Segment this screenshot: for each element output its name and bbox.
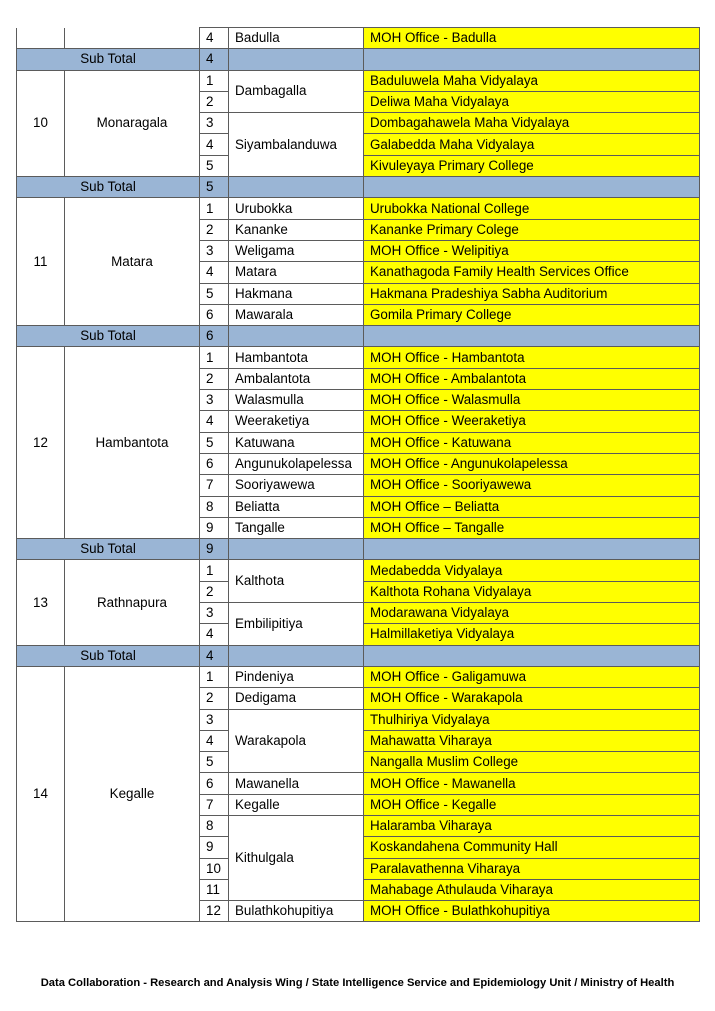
subtotal-count: 6 — [200, 326, 229, 347]
moh-area: Kegalle — [229, 794, 364, 815]
row-index: 9 — [200, 517, 229, 538]
subtotal-label: Sub Total — [17, 645, 200, 666]
table-body — [17, 28, 700, 922]
center-location: MOH Office - Ambalantota — [364, 368, 700, 389]
table-row — [17, 70, 700, 91]
district-no: 10 — [17, 70, 65, 176]
row-index: 5 — [200, 155, 229, 176]
center-location: Kivuleyaya Primary College — [364, 155, 700, 176]
row-index: 2 — [200, 219, 229, 240]
moh-area: Kithulgala — [229, 815, 364, 900]
subtotal-empty — [364, 49, 700, 70]
subtotal-empty — [229, 645, 364, 666]
subtotal-row — [17, 326, 700, 347]
subtotal-empty — [229, 177, 364, 198]
center-location: MOH Office - Warakapola — [364, 688, 700, 709]
row-index: 1 — [200, 70, 229, 91]
center-location: Baduluwela Maha Vidyalaya — [364, 70, 700, 91]
moh-area: Warakapola — [229, 709, 364, 773]
row-index: 10 — [200, 858, 229, 879]
subtotal-empty — [364, 645, 700, 666]
vaccination-centers-table — [16, 27, 700, 922]
center-location: Thulhiriya Vidyalaya — [364, 709, 700, 730]
district-name: Monaragala — [65, 70, 200, 176]
moh-area: Beliatta — [229, 496, 364, 517]
district-name: Kegalle — [65, 666, 200, 922]
table-row — [17, 347, 700, 368]
center-location: Deliwa Maha Vidyalaya — [364, 91, 700, 112]
center-location: Paralavathenna Viharaya — [364, 858, 700, 879]
center-location: Kanathagoda Family Health Services Office — [364, 262, 700, 283]
district-name: Matara — [65, 198, 200, 326]
row-index: 6 — [200, 304, 229, 325]
row-index: 4 — [200, 411, 229, 432]
subtotal-count: 4 — [200, 645, 229, 666]
moh-area: Badulla — [229, 28, 364, 49]
district-name-cell — [65, 28, 200, 49]
row-index: 2 — [200, 581, 229, 602]
row-index: 4 — [200, 28, 229, 49]
subtotal-count: 4 — [200, 49, 229, 70]
row-index: 4 — [200, 730, 229, 751]
subtotal-empty — [229, 49, 364, 70]
row-index: 4 — [200, 624, 229, 645]
center-location: MOH Office - Katuwana — [364, 432, 700, 453]
moh-area: Embilipitiya — [229, 603, 364, 646]
moh-area: Dambagalla — [229, 70, 364, 113]
center-location: MOH Office - Sooriyawewa — [364, 475, 700, 496]
row-index: 7 — [200, 794, 229, 815]
center-location: Urubokka National College — [364, 198, 700, 219]
subtotal-label: Sub Total — [17, 177, 200, 198]
subtotal-empty — [229, 539, 364, 560]
center-location: Halaramba Viharaya — [364, 815, 700, 836]
center-location: MOH Office - Weeraketiya — [364, 411, 700, 432]
row-index: 9 — [200, 837, 229, 858]
subtotal-empty — [364, 326, 700, 347]
moh-area: Dedigama — [229, 688, 364, 709]
center-location: Mahabage Athulauda Viharaya — [364, 879, 700, 900]
moh-area: Kananke — [229, 219, 364, 240]
center-location: Koskandahena Community Hall — [364, 837, 700, 858]
moh-area: Angunukolapelessa — [229, 453, 364, 474]
district-name: Rathnapura — [65, 560, 200, 645]
moh-area: Ambalantota — [229, 368, 364, 389]
row-index: 5 — [200, 432, 229, 453]
district-no: 14 — [17, 666, 65, 922]
row-index: 1 — [200, 198, 229, 219]
subtotal-row — [17, 539, 700, 560]
moh-area: Pindeniya — [229, 666, 364, 687]
row-index: 2 — [200, 688, 229, 709]
row-index: 12 — [200, 901, 229, 922]
moh-area: Kalthota — [229, 560, 364, 603]
moh-area: Matara — [229, 262, 364, 283]
center-location: MOH Office – Beliatta — [364, 496, 700, 517]
row-index: 8 — [200, 815, 229, 836]
row-index: 3 — [200, 113, 229, 134]
row-index: 2 — [200, 368, 229, 389]
center-location: MOH Office - Welipitiya — [364, 240, 700, 261]
row-index: 5 — [200, 752, 229, 773]
moh-area: Tangalle — [229, 517, 364, 538]
subtotal-row — [17, 49, 700, 70]
moh-area: Katuwana — [229, 432, 364, 453]
moh-area: Siyambalanduwa — [229, 113, 364, 177]
center-location: Kananke Primary Colege — [364, 219, 700, 240]
center-location: Gomila Primary College — [364, 304, 700, 325]
subtotal-count: 9 — [200, 539, 229, 560]
subtotal-empty — [364, 539, 700, 560]
row-index: 11 — [200, 879, 229, 900]
subtotal-row — [17, 177, 700, 198]
moh-area: Mawanella — [229, 773, 364, 794]
subtotal-label: Sub Total — [17, 326, 200, 347]
moh-area: Bulathkohupitiya — [229, 901, 364, 922]
footer-credit: Data Collaboration - Research and Analysis Wing / State Intelligence Service and Epidemiology Unit / Ministry of Health — [40, 977, 675, 989]
row-index: 3 — [200, 240, 229, 261]
district-name: Hambantota — [65, 347, 200, 539]
subtotal-count: 5 — [200, 177, 229, 198]
subtotal-row — [17, 645, 700, 666]
row-index: 3 — [200, 603, 229, 624]
table-row — [17, 198, 700, 219]
center-location: Mahawatta Viharaya — [364, 730, 700, 751]
district-no: 12 — [17, 347, 65, 539]
center-location: Halmillaketiya Vidyalaya — [364, 624, 700, 645]
district-no-cell — [17, 28, 65, 49]
center-location: MOH Office - Mawanella — [364, 773, 700, 794]
center-location: Modarawana Vidyalaya — [364, 603, 700, 624]
subtotal-label: Sub Total — [17, 539, 200, 560]
row-index: 2 — [200, 91, 229, 112]
center-location: MOH Office - Bulathkohupitiya — [364, 901, 700, 922]
subtotal-label: Sub Total — [17, 49, 200, 70]
row-index: 4 — [200, 262, 229, 283]
row-index: 6 — [200, 773, 229, 794]
moh-area: Urubokka — [229, 198, 364, 219]
center-location: MOH Office – Tangalle — [364, 517, 700, 538]
center-location: MOH Office - Walasmulla — [364, 390, 700, 411]
center-location: Medabedda Vidyalaya — [364, 560, 700, 581]
table-row — [17, 666, 700, 687]
row-index: 3 — [200, 709, 229, 730]
moh-area: Hambantota — [229, 347, 364, 368]
row-index: 6 — [200, 453, 229, 474]
moh-area: Weligama — [229, 240, 364, 261]
moh-area: Weeraketiya — [229, 411, 364, 432]
district-no: 13 — [17, 560, 65, 645]
row-index: 3 — [200, 390, 229, 411]
district-no: 11 — [17, 198, 65, 326]
row-index: 1 — [200, 347, 229, 368]
row-index: 8 — [200, 496, 229, 517]
center-location: MOH Office - Angunukolapelessa — [364, 453, 700, 474]
center-location: Hakmana Pradeshiya Sabha Auditorium — [364, 283, 700, 304]
row-index: 1 — [200, 560, 229, 581]
row-index: 5 — [200, 283, 229, 304]
table-row — [17, 560, 700, 581]
subtotal-empty — [364, 177, 700, 198]
row-index: 1 — [200, 666, 229, 687]
subtotal-empty — [229, 326, 364, 347]
moh-area: Walasmulla — [229, 390, 364, 411]
row-index: 4 — [200, 134, 229, 155]
table-row — [17, 28, 700, 49]
center-location: MOH Office - Badulla — [364, 28, 700, 49]
center-location: Dombagahawela Maha Vidyalaya — [364, 113, 700, 134]
center-location: MOH Office - Hambantota — [364, 347, 700, 368]
center-location: MOH Office - Kegalle — [364, 794, 700, 815]
moh-area: Mawarala — [229, 304, 364, 325]
row-index: 7 — [200, 475, 229, 496]
center-location: Galabedda Maha Vidyalaya — [364, 134, 700, 155]
center-location: Nangalla Muslim College — [364, 752, 700, 773]
moh-area: Sooriyawewa — [229, 475, 364, 496]
center-location: MOH Office - Galigamuwa — [364, 666, 700, 687]
center-location: Kalthota Rohana Vidyalaya — [364, 581, 700, 602]
moh-area: Hakmana — [229, 283, 364, 304]
